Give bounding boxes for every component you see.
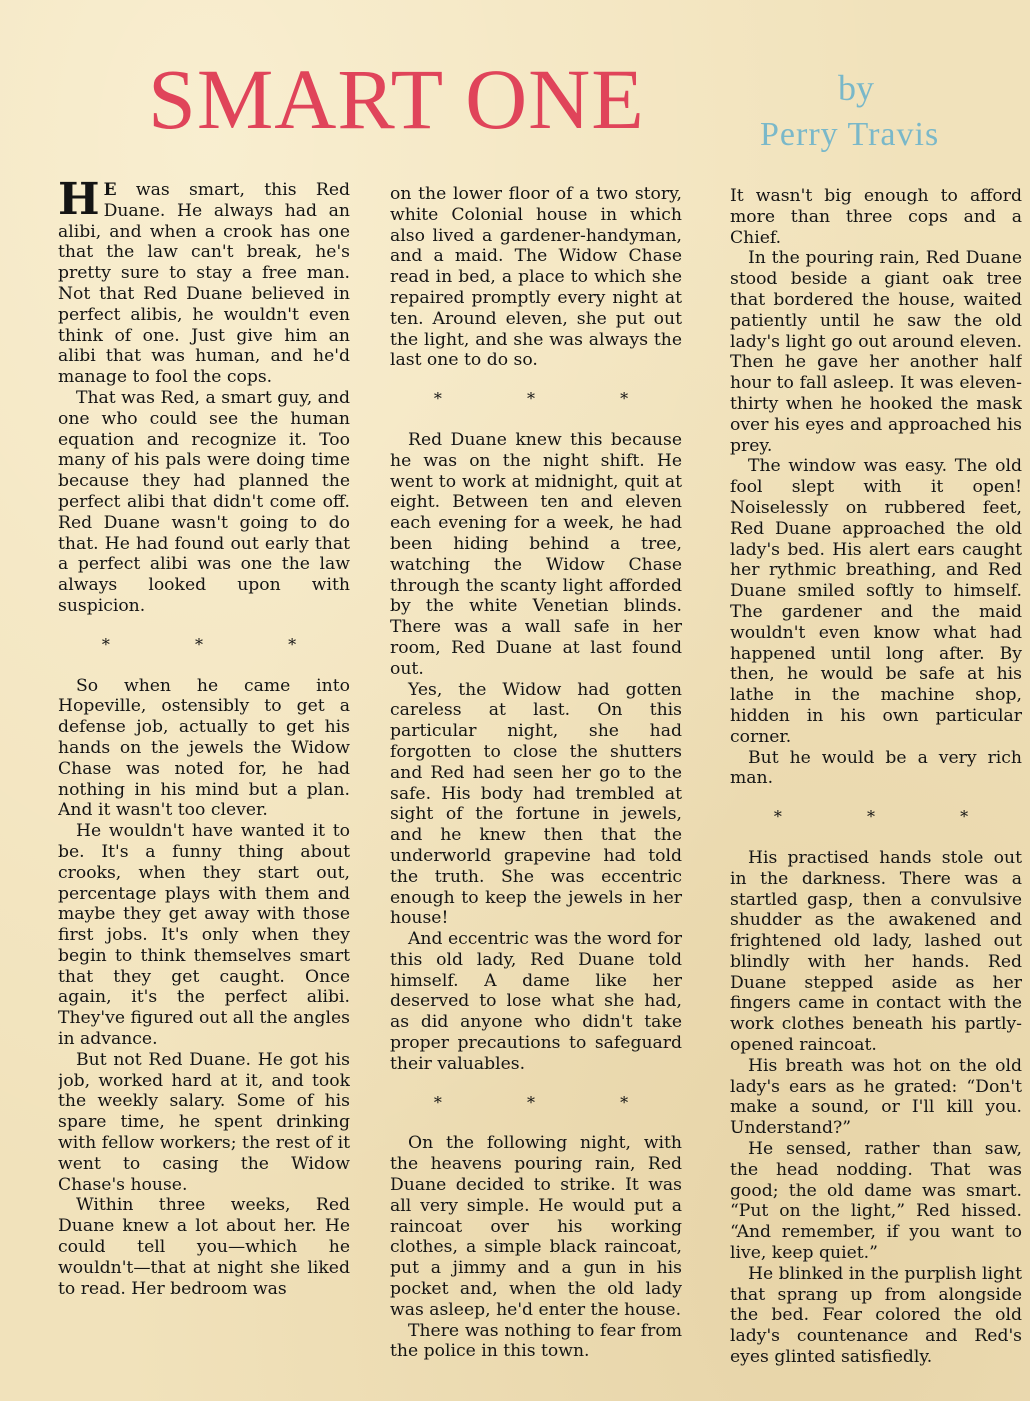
section-separator: * * *: [101, 634, 337, 654]
paragraph: So when he came into Hopeville, ostensibly to get a defense job, actually to get his hands on the jewels the Widow Chase was noted for, he had nothing in his mind but a plan. And it wasn't too clever.: [58, 675, 350, 821]
section-separator: * * *: [773, 807, 1009, 827]
paragraph: [58, 180, 350, 388]
paragraph: There was nothing to fear from the police in this town.: [390, 1320, 682, 1362]
paragraph: He wouldn't have wanted it to be. It's a funny thing about crooks, when they start out, percentage plays with them and maybe they get away with those first jobs. It's only when they begin to think themselves smart that they get caught. Once again, it's the perfect alibi. They've figured out all the angles in advance.: [58, 821, 350, 1050]
paragraph: Yes, the Widow had gotten careless at last. On this particular night, she had forgotten to close the shutters and Red had seen her go to the safe. His body had trembled at sight of the fortune in jewels, and he knew then that the underworld grapevine had told the truth. She was eccentric enough to keep the jewels in her house!: [390, 679, 682, 929]
text-column-3: [730, 186, 1022, 1386]
text-column-2: [390, 184, 682, 1384]
lead-letter: E: [103, 180, 117, 200]
paragraph: He blinked in the purplish light that sprang up from alongside the bed. Fear colored the old lady's countenance and Red's eyes glinted satisfiedly.: [730, 1263, 1022, 1368]
paragraph: The window was easy. The old fool slept with it open! Noiselessly on rubbered feet, Red Duane approached the old lady's bed. His alert ears caught her rythmic breathing, and Red Duane smiled softly to himself. The gardener and the maid wouldn't even know what had happened until long after. By then, he would be safe at his lathe in the machine shop, hidden in his own particular corner.: [730, 456, 1022, 747]
byline-author: Perry Travis: [760, 116, 940, 153]
paragraph: In the pouring rain, Red Duane stood beside a giant oak tree that bordered the house, waited patiently until he saw the old lady's light go out around eleven. Then he gave her another half hour to fall asleep. It was eleven-thirty when he hooked the mask over his eyes and approached his prey.: [730, 248, 1022, 456]
paragraph: His practised hands stole out in the darkness. There was a startled gasp, then a convulsive shudder as the awakened and frightened old lady, lashed out blindly with her hands. Red Duane stepped aside as her fingers came in contact with the work clothes beneath his partly-opened raincoat.: [730, 847, 1022, 1056]
paragraph: On the following night, with the heavens pouring rain, Red Duane decided to strike. It was all very simple. He would put a raincoat over his working clothes, a simple black raincoat, put a jimmy and a gun in his pocket and, when the old lady was asleep, he'd enter the house.: [390, 1133, 682, 1320]
paragraph: That was Red, a smart guy, and one who could see the human equation and recognize it. Too many of his pals were doing time because they had planned the perfect alibi that didn't come off. Red Duane wasn't going to do that. He had found out early that a perfect alibi was one the law always looked upon with suspicion.: [58, 387, 350, 616]
story-title: SMART ONE: [148, 51, 645, 147]
paragraph-text: was smart, this Red Duane. He always had an alibi, and when a crook has one that the law can't break, he's pretty sure to stay a free man. Not that Red Duane believed in perfect alibis, he wouldn't even think of one. Just give him an alibi that was human, and he'd manage to fool the cops.: [58, 180, 350, 388]
paragraph: It wasn't big enough to afford more than three cops and a Chief.: [730, 186, 1022, 248]
text-column-1: [58, 180, 350, 1380]
paragraph: But not Red Duane. He got his job, worked hard at it, and took the weekly salary. Some of his spare time, he spent drinking with fellow workers; the rest of it went to casing the Widow Chase's house.: [58, 1049, 350, 1195]
section-separator: * * *: [433, 389, 669, 409]
paragraph: And eccentric was the word for this old lady, Red Duane told himself. A dame like her deserved to lose what she had, as did anyone who didn't take proper precautions to safeguard their valuables.: [390, 929, 682, 1074]
section-separator: * * *: [433, 1092, 669, 1112]
paragraph: Within three weeks, Red Duane knew a lot about her. He could tell you—which he wouldn't—that at night she liked to read. Her bedroom was: [58, 1195, 350, 1299]
paragraph: But he would be a very rich man.: [730, 747, 1022, 789]
paragraph: Red Duane knew this because he was on the night shift. He went to work at midnight, quit at eight. Between ten and eleven each evening for a week, he had been hiding behind a tree, watching the Widow Chase through the scanty light afforded by the white Venetian blinds. There was a wall safe in her room, Red Duane at last found out.: [390, 429, 682, 679]
drop-cap: H: [58, 180, 100, 225]
byline-by: by: [838, 68, 874, 108]
paragraph: on the lower floor of a two story, white Colonial house in which also lived a gardener-handyman, and a maid. The Widow Chase read in bed, a place to which she repaired promptly every night at ten. Around eleven, she put out the light, and she was always the last one to do so.: [390, 184, 682, 371]
paragraph: His breath was hot on the old lady's ears as he grated: “Don't make a sound, or I'll kill you. Understand?”: [730, 1055, 1022, 1139]
paragraph: He sensed, rather than saw, the head nodding. That was good; the old dame was smart. “Put on the light,” Red hissed. “And remember, if you want to live, keep quiet.”: [730, 1139, 1022, 1264]
